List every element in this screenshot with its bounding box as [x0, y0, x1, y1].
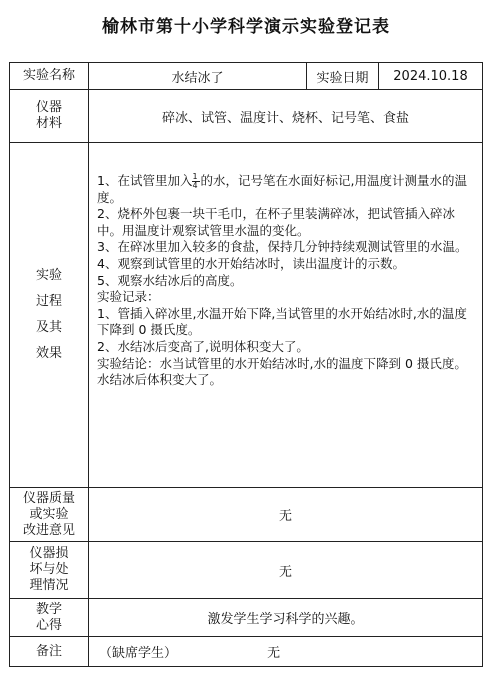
- form-title: 榆林市第十小学科学演示实验登记表: [102, 17, 390, 37]
- fraction-denominator: 4: [192, 180, 198, 190]
- quality-label-line: 改进意见: [22, 522, 75, 538]
- process-line: 4、观察到试管里的水开始结冰时，读出温度计的示数。: [97, 255, 405, 271]
- damage-value: 无: [89, 542, 483, 599]
- experiment-date-value: 2024.10.18: [379, 63, 483, 90]
- equipment-value: 碎冰、试管、温度计、烧杯、记号笔、食盐: [89, 90, 483, 143]
- teaching-label-line: 心得: [35, 617, 62, 633]
- experiment-registration-table: [9, 62, 483, 667]
- experiment-name-value: 水结冰了: [89, 63, 307, 90]
- remarks-label: 备注: [10, 637, 89, 667]
- damage-label-line: 坏与处: [29, 562, 69, 577]
- header-row: [10, 63, 483, 90]
- step1-text-end: 的水，记号笔在水面好标记,用温度计测量水的温度。: [97, 173, 467, 205]
- process-label-line: 及其: [35, 320, 62, 335]
- fraction-one-quarter: [192, 171, 200, 190]
- fraction-numerator: 1: [192, 171, 198, 181]
- teaching-row: [10, 599, 483, 637]
- process-label: [10, 143, 89, 488]
- remarks-row: [10, 637, 483, 667]
- process-line: 1、管插入碎冰里,水温开始下降,当试管里的水开始结冰时,水的温度下降到 0 摄氏度。: [97, 305, 467, 338]
- experiment-name-label: 实验名称: [10, 63, 89, 90]
- quality-label: [10, 488, 89, 542]
- remarks-content: [89, 637, 483, 667]
- damage-label-line: 理情况: [29, 578, 69, 593]
- process-line: 5、观察水结冰后的高度。: [97, 272, 243, 288]
- experiment-date-label: 实验日期: [307, 63, 379, 90]
- process-line: 2、烧杯外包裹一块干毛巾，在杯子里装满碎冰，把试管插入碎冰中。用温度计观察试管里水温的变化。: [97, 206, 455, 238]
- damage-label-line: 仪器损: [29, 546, 69, 561]
- remarks-value: 无: [267, 646, 281, 661]
- teaching-value: 激发学生学习科学的兴趣。: [89, 599, 483, 637]
- quality-value: 无: [89, 488, 483, 542]
- process-content: [89, 143, 483, 488]
- process-line: 2、水结冰后变高了,说明体积变大了。: [97, 338, 309, 354]
- process-step-1: [97, 173, 474, 206]
- process-label-line: 效果: [35, 346, 62, 361]
- equipment-label-line: 仪器: [35, 100, 62, 115]
- quality-row: [10, 488, 483, 542]
- absent-students-label: （缺席学生）: [99, 646, 178, 661]
- equipment-label-line: 材料: [35, 116, 62, 131]
- process-line: 3、在碎冰里加入较多的食盐，保持几分钟持续观测试管里的水温。: [97, 239, 468, 255]
- process-line: 实验结论：水当试管里的水开始结冰时,水的温度下降到 0 摄氏度。水结冰后体积变大了。: [97, 355, 467, 388]
- process-label-line: 实验: [35, 268, 62, 283]
- process-row: [10, 143, 483, 488]
- process-label-line: 过程: [35, 294, 62, 309]
- damage-label: [10, 542, 89, 599]
- process-line: 实验记录：: [97, 289, 160, 305]
- teaching-label: [10, 599, 89, 637]
- teaching-label-line: 教学: [35, 601, 62, 617]
- quality-label-line: 仪器质量: [22, 490, 75, 506]
- quality-label-line: 或实验: [29, 506, 69, 522]
- equipment-label: [10, 90, 89, 143]
- equipment-row: [10, 90, 483, 143]
- damage-row: [10, 542, 483, 599]
- step1-text-start: 1、在试管里加入: [97, 173, 193, 188]
